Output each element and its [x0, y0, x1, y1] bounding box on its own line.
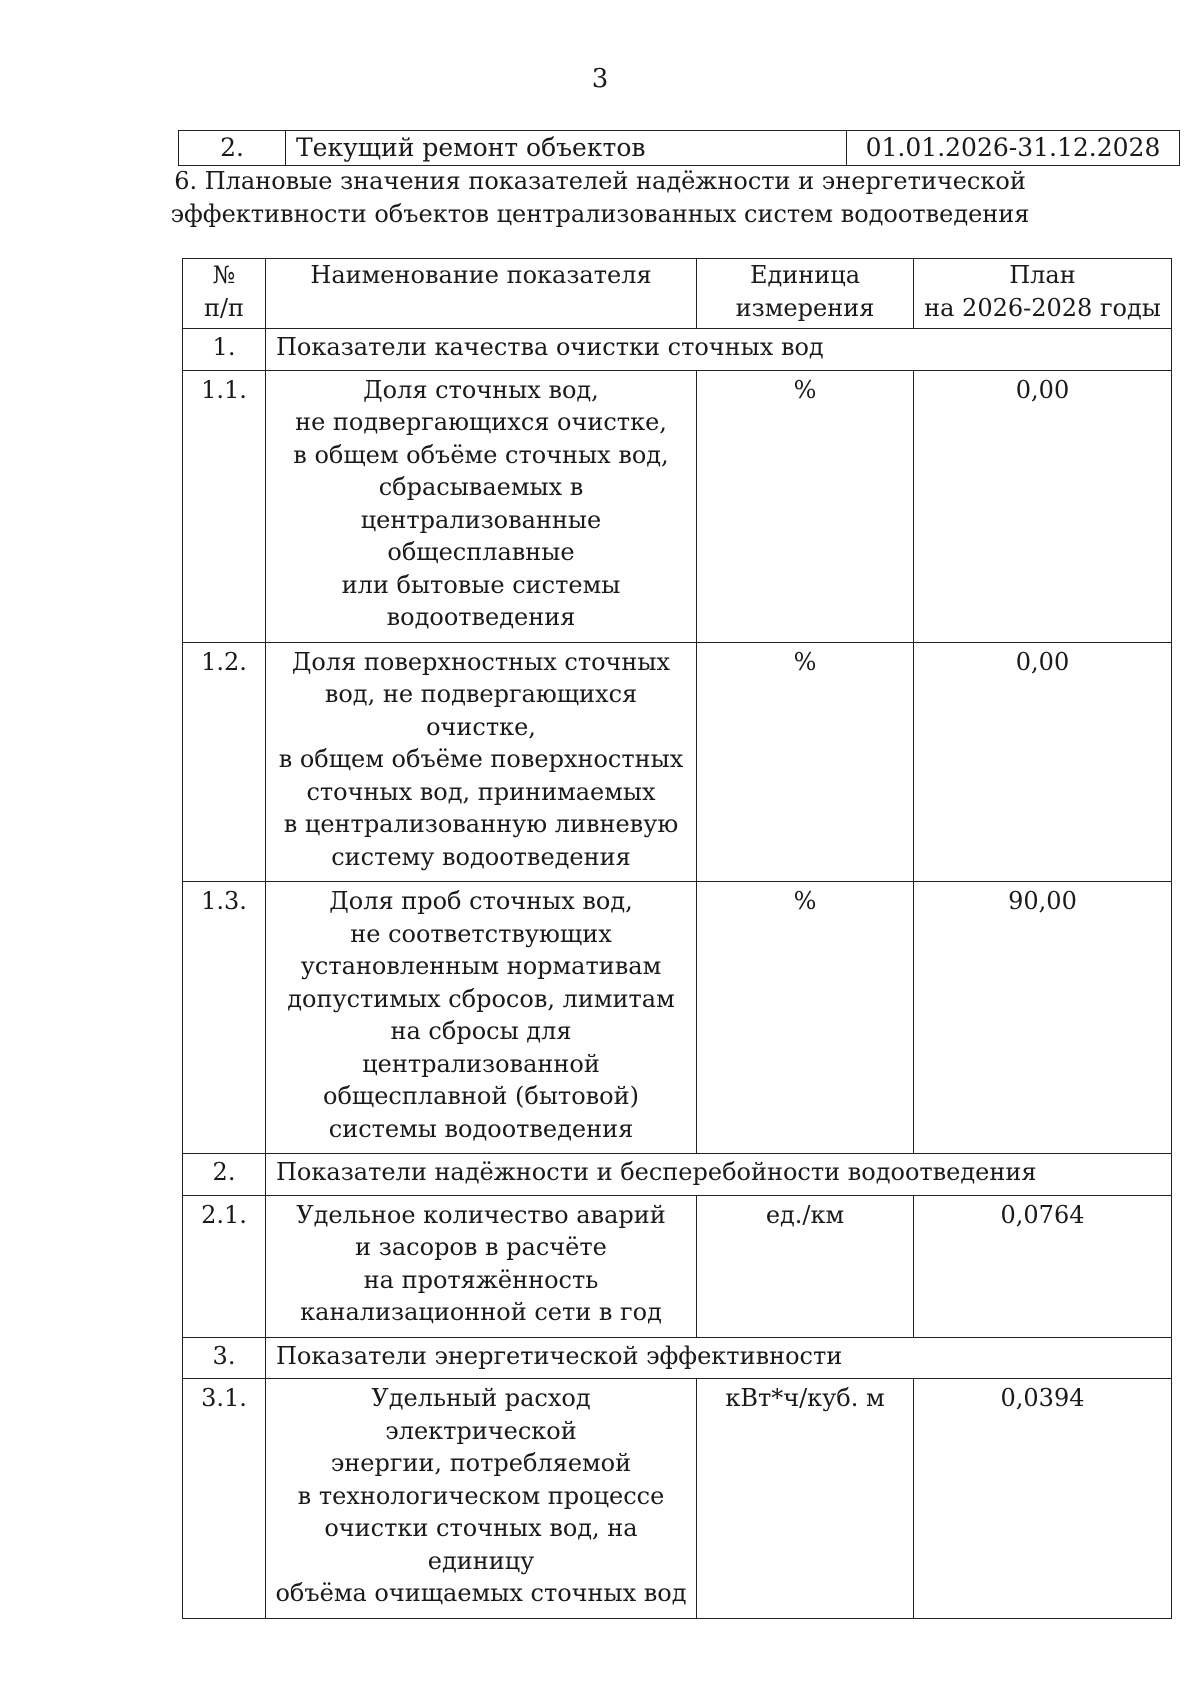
- group-title: Показатели энергетической эффективности: [266, 1337, 1172, 1379]
- group-number: 1.: [183, 329, 266, 371]
- row-number: 3.1.: [183, 1379, 266, 1619]
- row-number: 1.2.: [183, 642, 266, 882]
- header-name: Наименование показателя: [266, 259, 697, 329]
- indicator-name-line: Доля сточных вод,: [363, 375, 599, 404]
- indicator-name-line: энергии, потребляемой: [330, 1449, 632, 1477]
- indicator-name: [266, 370, 697, 642]
- indicator-name-line: в централизованную ливневую: [283, 810, 679, 838]
- unit-value: ед./км: [697, 1195, 914, 1337]
- table-row: [183, 1379, 1172, 1619]
- indicator-name-line: на протяжённость: [363, 1265, 599, 1294]
- indicator-name-line: сбрасываемых в: [378, 473, 584, 501]
- unit-value: %: [697, 642, 914, 882]
- plan-value: 0,00: [914, 642, 1172, 882]
- indicator-name-line: централизованные общесплавные: [360, 505, 602, 566]
- indicator-name-line: в технологическом процессе: [297, 1481, 665, 1510]
- indicator-name-line: не соответствующих: [350, 919, 612, 948]
- indicators-table: [182, 258, 1172, 1619]
- indicator-name: [266, 642, 697, 882]
- indicator-name: [266, 1195, 697, 1337]
- work-period: 01.01.2026-31.12.2028: [847, 131, 1180, 166]
- row-number: 2.1.: [183, 1195, 266, 1337]
- unit-value: %: [697, 370, 914, 642]
- indicator-name-line: допустимых сбросов, лимитам: [287, 984, 675, 1013]
- table-row: [183, 1195, 1172, 1337]
- plan-value: 90,00: [914, 882, 1172, 1154]
- table-header-row: [183, 259, 1172, 329]
- indicator-name-line: не подвергающихся очистке,: [295, 408, 667, 436]
- table-row: [179, 131, 1180, 166]
- plan-value: 0,0394: [914, 1379, 1172, 1619]
- work-name: Текущий ремонт объектов: [286, 131, 847, 166]
- indicator-name-line: сточных вод, принимаемых: [306, 777, 656, 806]
- indicator-name-line: Доля поверхностных сточных: [291, 647, 671, 676]
- group-number: 3.: [183, 1337, 266, 1379]
- header-plan: [914, 259, 1172, 329]
- indicator-name-line: водоотведения: [386, 603, 576, 631]
- indicator-name-line: или бытовые системы: [341, 570, 621, 599]
- indicator-name-line: установленным нормативам: [300, 952, 662, 980]
- indicator-name-line: Удельное количество аварий: [296, 1200, 666, 1229]
- group-title: Показатели качества очистки сточных вод: [266, 329, 1172, 371]
- group-row: [183, 1337, 1172, 1379]
- indicator-name: [266, 1379, 697, 1619]
- header-number: [183, 259, 266, 329]
- indicator-name-line: Удельный расход электрической: [371, 1384, 591, 1445]
- indicator-name-line: в общем объёме поверхностных: [278, 745, 684, 773]
- indicator-name-line: и засоров в расчёте: [355, 1233, 607, 1261]
- header-unit-line: Единица: [749, 261, 861, 289]
- section-title-line: 6. Плановые значения показателей надёжности и энергетической: [174, 167, 1026, 195]
- plan-value: 0,0764: [914, 1195, 1172, 1337]
- table-row: [183, 882, 1172, 1154]
- header-plan-line: на 2026-2028 годы: [924, 293, 1161, 322]
- unit-value: %: [697, 882, 914, 1154]
- indicator-name-line: вод, не подвергающихся очистке,: [324, 680, 638, 741]
- header-unit-line: измерения: [735, 293, 875, 322]
- indicator-name-line: системы водоотведения: [328, 1114, 634, 1143]
- header-number-line: №: [212, 261, 236, 289]
- indicator-name-line: Доля проб сточных вод,: [329, 887, 633, 915]
- indicator-name-line: систему водоотведения: [331, 842, 631, 871]
- header-unit: [697, 259, 914, 329]
- indicator-name-line: очистки сточных вод, на единицу: [324, 1514, 638, 1575]
- unit-value: кВт*ч/куб. м: [697, 1379, 914, 1619]
- indicator-name-line: в общем объёме сточных вод,: [293, 440, 669, 469]
- header-plan-line: План: [1009, 261, 1076, 289]
- indicator-name: [266, 882, 697, 1154]
- section-title: [0, 165, 1200, 231]
- indicator-name-line: объёма очищаемых сточных вод: [275, 1579, 687, 1607]
- work-schedule-table: [178, 130, 1180, 166]
- page-number: 3: [591, 64, 609, 94]
- group-number: 2.: [183, 1154, 266, 1196]
- row-number: 2.: [179, 131, 286, 166]
- header-number-line: п/п: [203, 293, 245, 322]
- group-row: [183, 1154, 1172, 1196]
- indicator-name-line: общесплавной (бытовой): [323, 1082, 639, 1110]
- table-row: [183, 642, 1172, 882]
- indicator-name-line: канализационной сети в год: [300, 1298, 662, 1326]
- plan-value: 0,00: [914, 370, 1172, 642]
- row-number: 1.1.: [183, 370, 266, 642]
- group-title: Показатели надёжности и бесперебойности водоотведения: [266, 1154, 1172, 1196]
- group-row: [183, 329, 1172, 371]
- indicator-name-line: на сбросы для централизованной: [362, 1017, 600, 1078]
- row-number: 1.3.: [183, 882, 266, 1154]
- section-title-line: эффективности объектов централизованных систем водоотведения: [170, 200, 1030, 228]
- table-body: [183, 329, 1172, 1619]
- table-row: [183, 370, 1172, 642]
